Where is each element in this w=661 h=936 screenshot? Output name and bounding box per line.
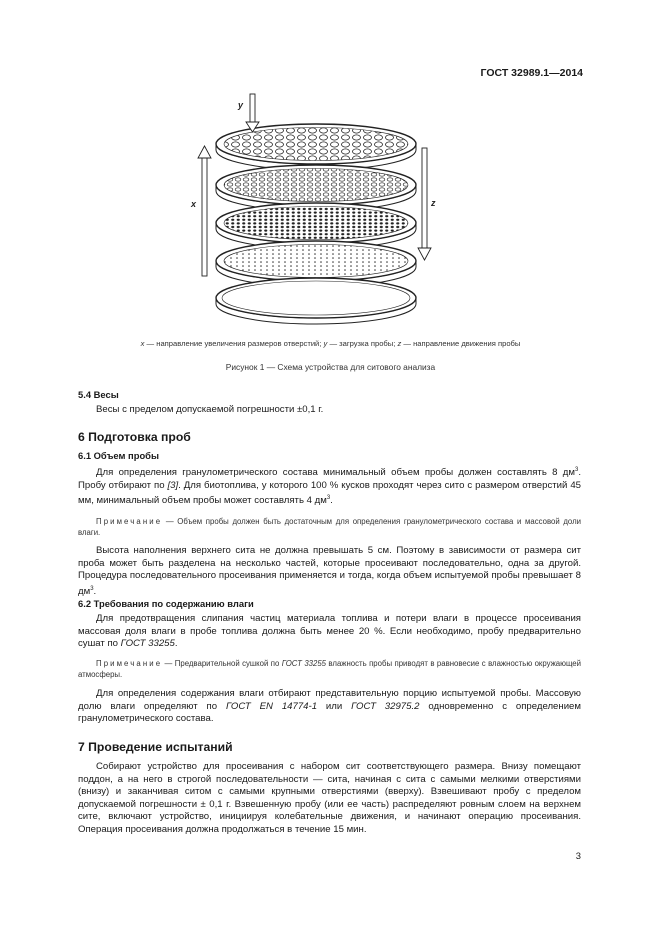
label-y: y [238, 100, 244, 110]
section-7-heading: 7 Проведение испытаний [78, 740, 233, 754]
section-6-2-heading: 6.2 Требования по содержанию влаги [78, 598, 254, 609]
section-5-4-heading: 5.4 Весы [78, 389, 119, 400]
arrow-x-icon [198, 146, 211, 276]
label-x: x [191, 199, 197, 209]
standard-header: ГОСТ 32989.1—2014 [480, 67, 583, 79]
figure-caption: Рисунок 1 — Схема устройства для ситового анализа [225, 362, 436, 372]
section-6-heading: 6 Подготовка проб [78, 430, 191, 444]
note-1: Примечание — Объем пробы должен быть достаточным для определения гранулометрического состава и массовой доли влаги. [78, 517, 581, 538]
section-6-2-paragraph-2: Для определения содержания влаги отбирают представительную порцию испытуемой пробы. Массовую долю влаги определяют по ГОСТ EN 14774-1 или ГОСТ 32975.2 одновременно с определением гранулометрического состава. [78, 688, 581, 725]
label-z: z [431, 198, 436, 208]
section-6-1-heading: 6.1 Объем пробы [78, 450, 159, 461]
sieve-diagram [186, 92, 446, 332]
arrow-z-icon [418, 148, 431, 260]
section-7-paragraph-1: Собирают устройство для просеивания с набором сит соответствующего размера. Внизу помещают поддон, а на него в строгой последовательности — сита, начиная с сита с самыми мелкими отверстиями (внизу) и заканчивая ситом с самыми крупными отверстиями (вверху). Взвешивают пробу с пределом допускаемой погрешности ± 0,1 г. Взвешенную пробу (или ее часть) распределяют ровным слоем на верхнем сите, включают устройство, инициируя колебательные движения, и начинают операцию просеивания. Операция просеивания должна продолжаться в течение 15 мин. [78, 761, 581, 835]
section-6-1-paragraph-1: Для определения гранулометрического состава минимальный объем пробы должен составлять 8 $дм^3$. Пробу отбирают по [3]. Для биотоплива, у которого 100 % кусков проходят через сито с размером отверстий 45 мм, минимальный объем пробы может составлять 4 $дм^3$. [78, 467, 581, 507]
figure-legend: x — направление увеличения размеров отверстий; y — загрузка пробы; z — направление движения пробы [140, 339, 521, 348]
collection-pan [216, 278, 416, 324]
section-6-2-paragraph-1: Для предотвращения слипания частиц материала топлива и потери влаги в процессе просеивания массовая доля влаги в пробе топлива должна быть менее 20 %. Если необходимо, пробу предварительно сушат по ГОСТ 33255. [78, 613, 581, 650]
section-6-1-paragraph-2: Высота наполнения верхнего сита не должна превышать 5 см. Поэтому в зависимости от размера сит проба может быть разделена на несколько частей, которые просеивают последовательно, одна за другой. Процедура последовательного просеивания применяется и тогда, когда объем испытуемой пробы превышает 8 $дм^3$. [78, 545, 581, 597]
section-5-4-text: Весы с пределом допускаемой погрешности ±0,1 г. [96, 404, 324, 415]
arrow-y-icon [246, 94, 259, 132]
sieve-large-holes [216, 124, 416, 170]
note-2: Примечание — Предварительной сушкой по ГОСТ 33255 влажность пробы приводят в равновесие с влажностью окружающей атмосферы. [78, 659, 581, 680]
page-number: 3 [575, 850, 581, 861]
